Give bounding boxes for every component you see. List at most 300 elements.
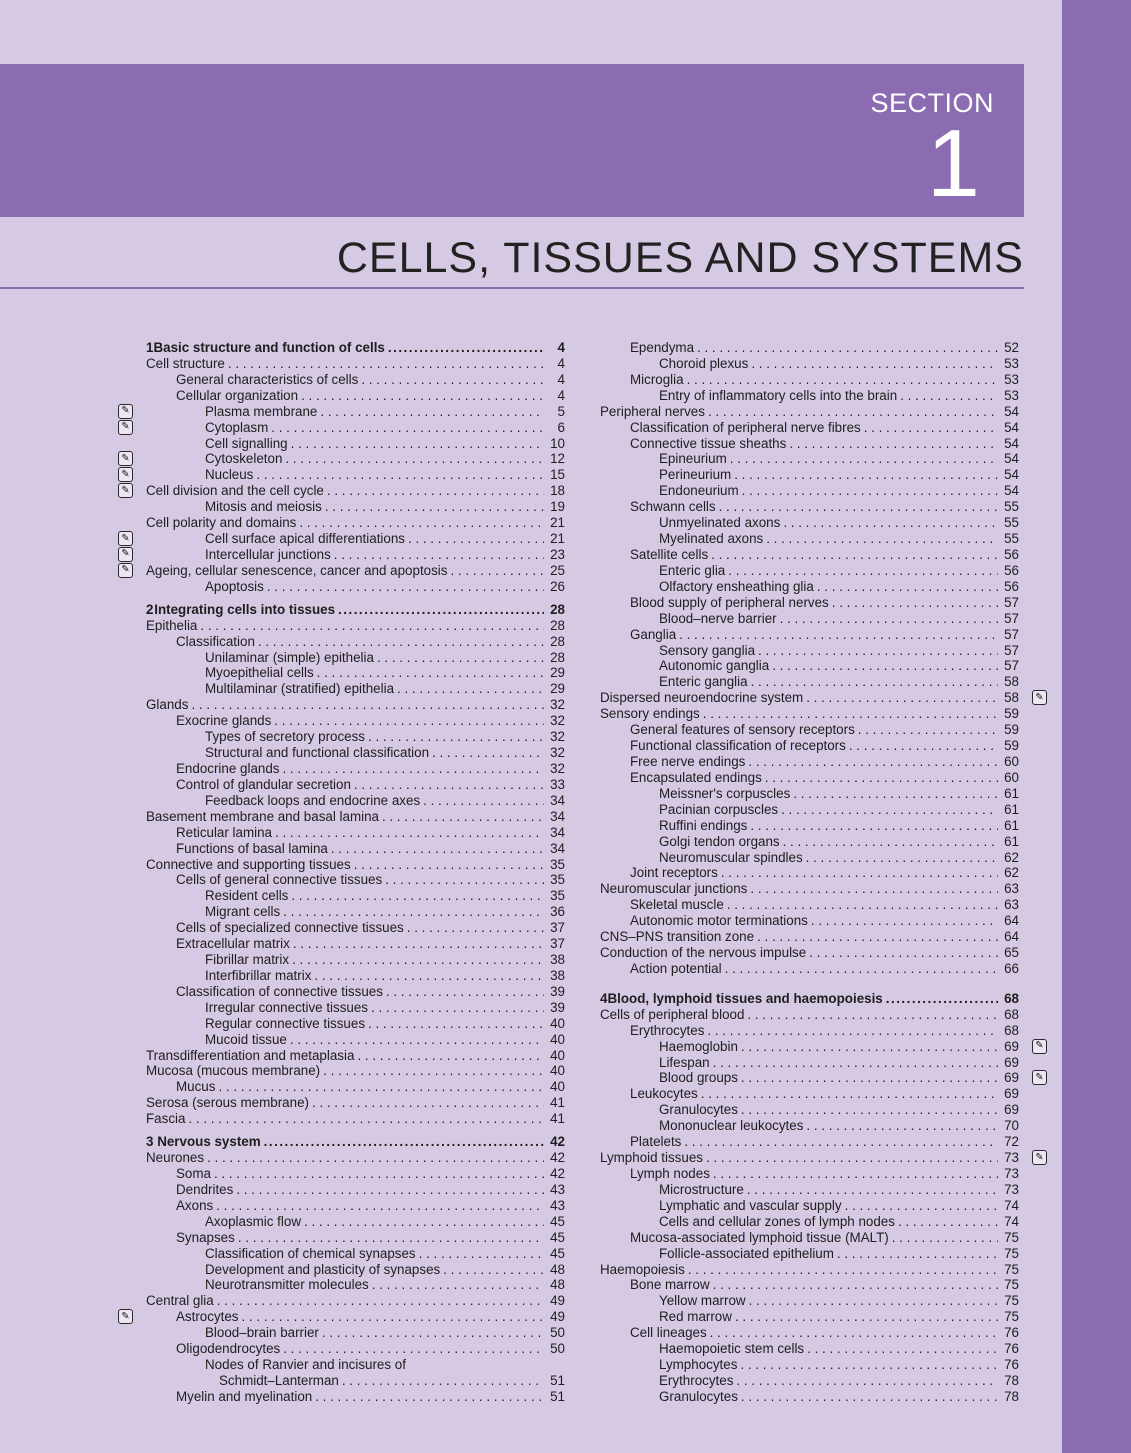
- dot-leader: [217, 1293, 544, 1309]
- toc-entry-label: Oligodendrocytes: [176, 1341, 281, 1357]
- toc-entry[interactable]: [600, 1007, 1019, 1023]
- toc-entry[interactable]: [600, 595, 1019, 611]
- toc-entry-label: Soma: [176, 1166, 211, 1182]
- toc-entry[interactable]: [600, 658, 1019, 674]
- toc-spacer: [146, 1127, 565, 1134]
- toc-page-number: 75: [1004, 1261, 1019, 1277]
- toc-entry[interactable]: [146, 515, 565, 531]
- toc-entry[interactable]: [600, 802, 1019, 818]
- toc-entry[interactable]: [146, 499, 565, 515]
- toc-entry[interactable]: [146, 1325, 565, 1341]
- toc-entry[interactable]: [146, 1182, 565, 1198]
- toc-entry-label: Microglia: [630, 371, 684, 387]
- toc-entry[interactable]: [600, 706, 1019, 722]
- toc-entry[interactable]: [600, 1134, 1019, 1150]
- dot-leader: [274, 713, 544, 729]
- toc-entry[interactable]: [600, 420, 1019, 436]
- toc-entry[interactable]: [600, 611, 1019, 627]
- toc-entry[interactable]: [600, 1293, 1019, 1309]
- dot-leader: [783, 515, 998, 531]
- dot-leader: [314, 968, 544, 984]
- toc-entry[interactable]: [121, 1309, 565, 1325]
- dot-leader: [419, 1246, 544, 1262]
- dot-leader: [191, 697, 544, 713]
- toc-page-number: 51: [550, 1373, 565, 1388]
- toc-page-number: 76: [1004, 1325, 1019, 1341]
- toc-entry[interactable]: [600, 1389, 1019, 1405]
- dot-leader: [228, 356, 544, 372]
- toc-entry-label: Development and plasticity of synapses: [205, 1261, 441, 1277]
- toc-entry-label: Lymphocytes: [659, 1357, 738, 1373]
- toc-entry[interactable]: [146, 841, 565, 857]
- dot-leader: [687, 372, 998, 388]
- dot-leader: [236, 1182, 544, 1198]
- dot-leader: [275, 825, 544, 841]
- toc-page-number: 45: [550, 1229, 565, 1245]
- toc-entry[interactable]: [121, 531, 565, 547]
- toc-entry-label: Free nerve endings: [630, 753, 746, 769]
- dot-leader: [216, 1198, 544, 1214]
- toc-entry[interactable]: [121, 403, 565, 420]
- toc-page-number: 54: [1004, 403, 1019, 419]
- toc-page-number: 19: [550, 499, 565, 515]
- toc-page-number: 69: [1004, 1070, 1019, 1086]
- toc-entry-label: Autonomic ganglia: [659, 658, 770, 674]
- toc-entry[interactable]: [146, 745, 565, 761]
- toc-entry-label: Microstructure: [659, 1181, 744, 1197]
- toc-entry[interactable]: [146, 665, 565, 681]
- dot-leader: [750, 881, 998, 897]
- toc-entry[interactable]: [146, 1293, 565, 1309]
- dot-leader: [721, 865, 998, 881]
- toc-entry[interactable]: [600, 531, 1019, 547]
- toc-page-number: 54: [1004, 419, 1019, 435]
- toc-entry[interactable]: [146, 729, 565, 745]
- toc-entry[interactable]: [600, 1182, 1019, 1198]
- dot-leader: [292, 952, 544, 968]
- toc-entry[interactable]: [600, 1341, 1019, 1357]
- toc-entry[interactable]: [600, 451, 1019, 467]
- toc-entry-label: Entry of inflammatory cells into the brain: [659, 387, 898, 403]
- toc-page-number: 21: [550, 515, 565, 531]
- section-number: 1: [926, 110, 980, 217]
- toc-entry-label: Ruffini endings: [659, 817, 748, 833]
- toc-entry[interactable]: [146, 1032, 565, 1048]
- toc-page-number: 69: [1004, 1054, 1019, 1070]
- dot-leader: [735, 1309, 998, 1325]
- toc-page-number: 63: [1004, 881, 1019, 897]
- toc-entry[interactable]: [146, 857, 565, 873]
- dot-leader: [806, 1118, 998, 1134]
- toc-entry-label: Interfibrillar matrix: [205, 967, 312, 983]
- toc-entry[interactable]: [600, 897, 1019, 913]
- toc-page-number: 43: [550, 1181, 565, 1197]
- toc-entry[interactable]: [146, 1277, 565, 1293]
- toc-page-number: 38: [550, 967, 565, 983]
- toc-entry-label: Ageing, cellular senescence, cancer and apoptosis: [146, 562, 448, 578]
- toc-entry[interactable]: [146, 1166, 565, 1182]
- toc-page-number: 75: [1004, 1293, 1019, 1309]
- toc-entry-label: Mucosa-associated lymphoid tissue (MALT): [630, 1229, 889, 1245]
- toc-entry[interactable]: [146, 1230, 565, 1246]
- toc-entry[interactable]: [146, 681, 565, 697]
- toc-entry[interactable]: [146, 1150, 565, 1166]
- toc-entry-label: Mitosis and meiosis: [205, 499, 322, 515]
- toc-entry[interactable]: [600, 1230, 1019, 1246]
- toc-page-number: 59: [1004, 722, 1019, 738]
- toc-entry-label: Lymph nodes: [630, 1166, 710, 1182]
- toc-entry[interactable]: [600, 1150, 1044, 1166]
- toc-entry[interactable]: [146, 761, 565, 777]
- toc-page-number: 4: [557, 340, 565, 355]
- toc-entry-label: Synapses: [176, 1229, 235, 1245]
- chapter-number: 4: [600, 990, 608, 1006]
- toc-entry[interactable]: [600, 515, 1019, 531]
- toc-entry[interactable]: [600, 1262, 1019, 1278]
- toc-entry[interactable]: [146, 356, 565, 372]
- toc-entry[interactable]: [146, 888, 565, 904]
- toc-chapter-heading[interactable]: [146, 602, 565, 618]
- dot-leader: [291, 436, 544, 452]
- toc-entry[interactable]: [146, 436, 565, 452]
- dot-leader: [741, 1070, 998, 1086]
- toc-entry-label: Erythrocytes: [630, 1022, 705, 1038]
- toc-page-number: 57: [1004, 594, 1019, 610]
- toc-entry[interactable]: [146, 579, 565, 595]
- toc-entry[interactable]: [600, 563, 1019, 579]
- toc-entry[interactable]: [600, 674, 1019, 690]
- toc-entry[interactable]: [600, 754, 1019, 770]
- toc-entry[interactable]: [146, 1357, 565, 1373]
- toc-entry-label: Cytoskeleton: [205, 451, 283, 467]
- toc-entry[interactable]: [600, 786, 1019, 802]
- toc-entry-label: Myelinated axons: [659, 531, 764, 547]
- toc-entry-label: Haemopoiesis: [600, 1261, 685, 1277]
- dot-leader: [320, 404, 544, 420]
- dot-leader: [727, 897, 998, 913]
- dot-leader: [357, 1048, 544, 1064]
- toc-entry-label: Fascia: [146, 1111, 186, 1127]
- toc-entry-label: Exocrine glands: [176, 713, 272, 729]
- toc-entry[interactable]: [146, 1095, 565, 1111]
- toc-entry-label: Follicle-associated epithelium: [659, 1245, 834, 1261]
- toc-entry-label: Apoptosis: [205, 578, 264, 594]
- toc-page-number: 40: [550, 1031, 565, 1047]
- dot-leader: [325, 499, 544, 515]
- toc-entry[interactable]: [600, 690, 1044, 706]
- toc-page-number: 62: [1004, 849, 1019, 865]
- toc-entry[interactable]: [146, 1048, 565, 1064]
- toc-entry-label: Feedback loops and endocrine axes: [205, 792, 421, 808]
- toc-entry[interactable]: [146, 1389, 565, 1405]
- toc-entry-label: Mucoid tissue: [205, 1031, 287, 1047]
- toc-entry-label: Platelets: [630, 1134, 682, 1150]
- toc-entry[interactable]: [600, 818, 1019, 834]
- dot-leader: [377, 650, 544, 666]
- toc-entry-label: Serosa (serous membrane): [146, 1095, 309, 1111]
- toc-entry[interactable]: [600, 340, 1019, 356]
- dot-leader: [772, 658, 998, 674]
- toc-entry[interactable]: [600, 483, 1019, 499]
- toc-entry[interactable]: [121, 419, 565, 436]
- toc-entry[interactable]: [600, 1070, 1044, 1086]
- toc-entry[interactable]: [600, 627, 1019, 643]
- toc-page-number: 68: [1004, 990, 1019, 1006]
- toc-page-number: 32: [550, 713, 565, 729]
- toc-page-number: 73: [1004, 1181, 1019, 1197]
- toc-entry[interactable]: [146, 809, 565, 825]
- toc-entry-label: Olfactory ensheathing glia: [659, 578, 814, 594]
- toc-entry[interactable]: [600, 770, 1019, 786]
- toc-entry[interactable]: [146, 904, 565, 920]
- toc-entry[interactable]: [146, 1214, 565, 1230]
- toc-entry[interactable]: [146, 936, 565, 952]
- dot-leader: [323, 1063, 544, 1079]
- dot-leader: [807, 1341, 998, 1357]
- toc-entry[interactable]: [600, 1086, 1019, 1102]
- toc-entry[interactable]: [146, 920, 565, 936]
- toc-entry[interactable]: [600, 722, 1019, 738]
- dot-leader: [238, 1230, 544, 1246]
- toc-entry-label: Encapsulated endings: [630, 769, 762, 785]
- toc-page-number: 60: [1004, 753, 1019, 769]
- toc-page-number: 28: [550, 617, 565, 633]
- toc-entry[interactable]: [600, 499, 1019, 515]
- toc-entry[interactable]: [600, 1277, 1019, 1293]
- dot-leader: [713, 1055, 998, 1071]
- toc-entry[interactable]: [146, 372, 565, 388]
- pencil-pad-icon: ✎: [118, 563, 133, 578]
- dot-leader: [267, 579, 544, 595]
- toc-entry-label: General characteristics of cells: [176, 371, 359, 387]
- dot-leader: [354, 857, 544, 873]
- toc-entry[interactable]: [600, 1023, 1019, 1039]
- toc-page-number: 55: [1004, 515, 1019, 531]
- toc-entry[interactable]: [600, 356, 1019, 372]
- toc-entry[interactable]: [600, 372, 1019, 388]
- dot-leader: [900, 388, 998, 404]
- toc-entry-label: Erythrocytes: [659, 1373, 734, 1388]
- dot-leader: [200, 618, 544, 634]
- toc-entry[interactable]: [146, 634, 565, 650]
- toc-entry[interactable]: [600, 961, 1019, 977]
- toc-entry[interactable]: [600, 929, 1019, 945]
- toc-entry[interactable]: [600, 467, 1019, 483]
- toc-page-number: 51: [550, 1388, 565, 1404]
- toc-page-number: 41: [550, 1111, 565, 1127]
- toc-entry-label: Bone marrow: [630, 1277, 710, 1293]
- dot-leader: [725, 961, 998, 977]
- toc-entry-label: Leukocytes: [630, 1086, 698, 1102]
- toc-entry[interactable]: [146, 697, 565, 713]
- dot-leader: [713, 1166, 998, 1182]
- toc-entry-label: Regular connective tissues: [205, 1015, 366, 1031]
- toc-entry[interactable]: [600, 913, 1019, 929]
- toc-entry[interactable]: [600, 1373, 1019, 1389]
- toc-entry[interactable]: [600, 388, 1019, 404]
- dot-leader: [312, 1095, 544, 1111]
- toc-page-number: 40: [550, 1079, 565, 1095]
- toc-entry[interactable]: [600, 1357, 1019, 1373]
- dot-leader: [382, 809, 544, 825]
- toc-entry[interactable]: [146, 952, 565, 968]
- toc-entry[interactable]: [146, 1016, 565, 1032]
- toc-entry-label: Action potential: [630, 960, 722, 976]
- pencil-pad-icon: ✎: [1032, 1039, 1047, 1054]
- toc-entry-label: Cellular organization: [176, 387, 299, 403]
- toc-entry[interactable]: [146, 388, 565, 404]
- toc-page-number: 50: [550, 1325, 565, 1341]
- toc-entry[interactable]: [146, 1373, 565, 1389]
- dot-leader: [256, 467, 544, 483]
- dot-leader: [317, 665, 544, 681]
- toc-entry-label: Neurotransmitter molecules: [205, 1277, 369, 1293]
- toc-entry[interactable]: [146, 1079, 565, 1095]
- toc-entry[interactable]: [600, 1309, 1019, 1325]
- toc-entry[interactable]: [146, 777, 565, 793]
- toc-page-number: 37: [550, 936, 565, 952]
- pencil-pad-icon: ✎: [118, 467, 133, 482]
- toc-entry-label: Irregular connective tissues: [205, 999, 368, 1015]
- toc-entry[interactable]: [146, 1341, 565, 1357]
- toc-entry[interactable]: [146, 1262, 565, 1278]
- toc-entry[interactable]: [146, 1111, 565, 1127]
- toc-entry-label: Cell structure: [146, 355, 225, 371]
- toc-entry[interactable]: [600, 643, 1019, 659]
- toc-entry[interactable]: [146, 1246, 565, 1262]
- toc-entry[interactable]: [146, 1063, 565, 1079]
- toc-entry-label: Schmidt–Lanterman: [219, 1373, 339, 1388]
- toc-entry-label: Nervous system: [157, 1134, 261, 1150]
- toc-entry[interactable]: [121, 451, 565, 467]
- dot-leader: [751, 356, 998, 372]
- toc-entry[interactable]: [600, 1198, 1019, 1214]
- toc-entry-label: Axons: [176, 1197, 214, 1213]
- toc-entry[interactable]: [600, 1118, 1019, 1134]
- toc-page-number: 15: [550, 467, 565, 483]
- toc-entry[interactable]: [146, 984, 565, 1000]
- toc-entry[interactable]: [146, 1000, 565, 1016]
- toc-page-number: 35: [550, 856, 565, 872]
- toc-page-number: 25: [550, 562, 565, 578]
- dot-leader: [285, 451, 544, 467]
- toc-entry[interactable]: [146, 968, 565, 984]
- toc-page-number: 75: [1004, 1309, 1019, 1325]
- toc-entry[interactable]: [600, 865, 1019, 881]
- dot-leader: [408, 531, 544, 547]
- toc-entry-label: Dendrites: [176, 1181, 234, 1197]
- toc-chapter-heading[interactable]: [600, 991, 1019, 1007]
- pencil-pad-icon: ✎: [118, 483, 133, 498]
- toc-entry[interactable]: [600, 1055, 1019, 1071]
- toc-entry[interactable]: [600, 881, 1019, 897]
- dot-leader: [832, 595, 998, 611]
- toc-page-number: 38: [550, 952, 565, 968]
- toc-entry[interactable]: [600, 579, 1019, 595]
- toc-entry[interactable]: [146, 713, 565, 729]
- toc-page-number: 65: [1004, 945, 1019, 961]
- toc-entry-label: Control of glandular secretion: [176, 776, 351, 792]
- dot-leader: [809, 945, 998, 961]
- toc-page-number: 72: [1004, 1134, 1019, 1150]
- toc-entry[interactable]: [121, 546, 565, 563]
- dot-leader: [679, 627, 998, 643]
- toc-page-number: 32: [550, 729, 565, 745]
- toc-entry-label: Intercellular junctions: [205, 546, 331, 562]
- toc-entry[interactable]: [121, 467, 565, 483]
- toc-page-number: 55: [1004, 531, 1019, 547]
- toc-page-number: 75: [1004, 1245, 1019, 1261]
- toc-entry-label: Granulocytes: [659, 1388, 738, 1404]
- toc-spacer: [600, 984, 1019, 991]
- toc-entry-label: Mucosa (mucous membrane): [146, 1063, 321, 1079]
- dot-leader: [188, 1111, 544, 1127]
- toc-spacer: [600, 977, 1019, 984]
- toc-entry[interactable]: [600, 738, 1019, 754]
- toc-entry[interactable]: [146, 825, 565, 841]
- dot-leader: [423, 793, 544, 809]
- pencil-pad-icon: ✎: [118, 1309, 133, 1324]
- toc-chapter-heading[interactable]: [146, 1134, 565, 1150]
- toc-entry-label: Central glia: [146, 1293, 214, 1309]
- chapter-number: 2: [146, 601, 154, 617]
- toc-entry-label: Transdifferentiation and metaplasia: [146, 1047, 355, 1063]
- toc-entry[interactable]: [600, 436, 1019, 452]
- toc-entry-label: Extracellular matrix: [176, 936, 290, 952]
- dot-leader: [748, 754, 998, 770]
- toc-entry[interactable]: [146, 793, 565, 809]
- toc-page-number: 41: [550, 1095, 565, 1111]
- toc-chapter-heading[interactable]: [146, 340, 565, 356]
- toc-entry[interactable]: [600, 1166, 1019, 1182]
- toc-entry[interactable]: [600, 404, 1019, 420]
- toc-entry-label: Blood groups: [659, 1070, 738, 1086]
- dot-leader: [214, 1166, 544, 1182]
- toc-entry-label: Astrocytes: [176, 1309, 239, 1325]
- toc-page-number: 61: [1004, 833, 1019, 849]
- toc-entry[interactable]: [600, 1325, 1019, 1341]
- toc-entry-label: Cells of peripheral blood: [600, 1006, 745, 1022]
- toc-page-number: 70: [1004, 1118, 1019, 1134]
- dot-leader: [443, 1262, 544, 1278]
- dot-leader: [806, 850, 998, 866]
- toc-entry[interactable]: [600, 1102, 1019, 1118]
- dot-leader: [783, 834, 998, 850]
- toc-entry[interactable]: [121, 483, 565, 499]
- toc-page-number: 57: [1004, 658, 1019, 674]
- toc-entry[interactable]: [600, 1246, 1019, 1262]
- toc-entry[interactable]: [146, 1198, 565, 1214]
- toc-page-number: 35: [550, 888, 565, 904]
- dot-leader: [886, 991, 998, 1007]
- toc-page-number: 75: [1004, 1277, 1019, 1293]
- toc-entry[interactable]: [600, 945, 1019, 961]
- toc-entry[interactable]: [600, 834, 1019, 850]
- dot-leader: [361, 372, 544, 388]
- dot-leader: [207, 1150, 544, 1166]
- toc-entry[interactable]: [146, 618, 565, 634]
- dot-leader: [218, 1079, 544, 1095]
- toc-entry[interactable]: [600, 1214, 1019, 1230]
- toc-entry[interactable]: [600, 1038, 1044, 1055]
- toc-page-number: 4: [557, 371, 565, 387]
- dot-leader: [706, 1150, 998, 1166]
- toc-entry[interactable]: [146, 872, 565, 888]
- toc-entry[interactable]: [121, 562, 565, 579]
- toc-entry[interactable]: [146, 650, 565, 666]
- toc-entry[interactable]: [600, 547, 1019, 563]
- toc-entry[interactable]: [600, 850, 1019, 866]
